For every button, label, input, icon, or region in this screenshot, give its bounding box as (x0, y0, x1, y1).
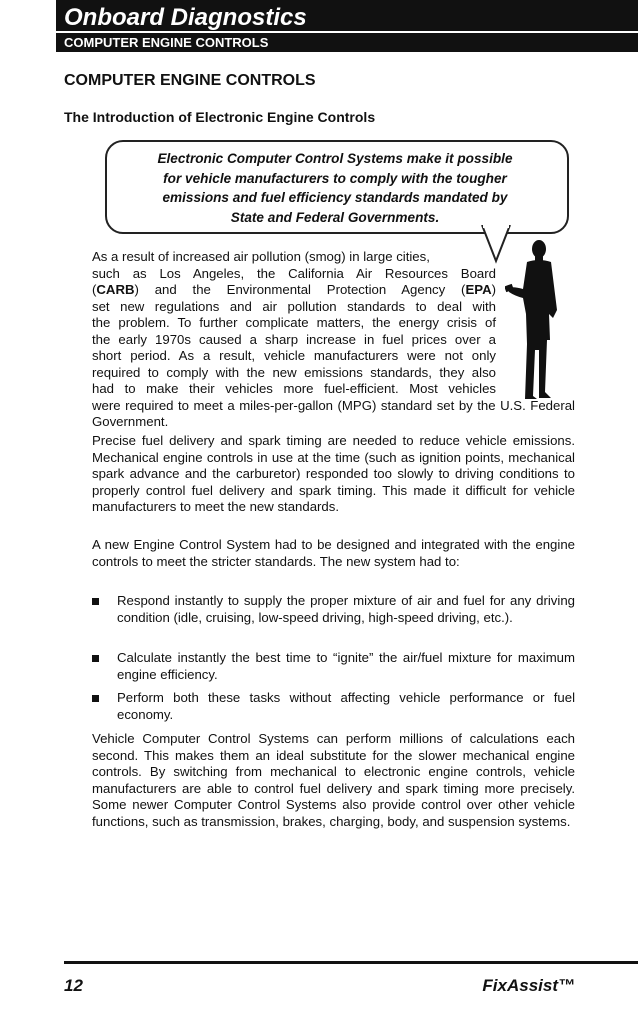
callout-text (115, 149, 555, 227)
text-line: (CARB) and the Environmental Protection Agency (EPA) (92, 282, 496, 297)
paragraph-new-system: A new Engine Control System had to be designed and integrated with the engine controls to meet the stricter standards. The new system had to: (92, 537, 575, 569)
carb-acronym: CARB (96, 282, 135, 297)
header-title: Onboard Diagnostics (64, 4, 307, 31)
text-line: the early 1970s caused a sharp increase in fuel prices over a (92, 331, 496, 347)
list-item: Perform both these tasks without affecting vehicle performance or fuel economy. (92, 690, 575, 723)
bullet-square-icon (92, 598, 99, 605)
text-line: the problem. To further complicate matters, the energy crisis of (92, 315, 496, 330)
header-subtitle: COMPUTER ENGINE CONTROLS (64, 35, 269, 50)
paragraph-intro-continued: were required to meet a miles-per-gallon (MPG) standard set by the U.S. Federal Government. (92, 397, 575, 429)
page-number: 12 (64, 976, 83, 995)
list-item: Respond instantly to supply the proper mixture of air and fuel for any driving condition (idle, cruising, low-speed driving, high-speed driving, etc.). (92, 593, 575, 626)
subsection-title: The Introduction of Electronic Engine Controls (64, 109, 376, 125)
paragraph-intro (92, 249, 575, 431)
footer-divider (64, 961, 638, 964)
callout-line: State and Federal Governments. (230, 209, 440, 225)
footer-brand: FixAssist™ (482, 976, 575, 995)
callout-line: emissions and fuel efficiency standards mandated by (162, 190, 508, 206)
text-line: such as Los Angeles, the California Air Resources Board (92, 265, 496, 281)
section-title: COMPUTER ENGINE CONTROLS (64, 72, 316, 89)
text-line: had to make their vehicles more fuel-efficient. Most vehicles (92, 381, 496, 396)
epa-acronym: EPA (465, 282, 492, 297)
bullet-square-icon (92, 695, 99, 702)
callout-line: Electronic Computer Control Systems make it possible (157, 151, 513, 166)
list-item: Calculate instantly the best time to “ignite” the air/fuel mixture for maximum engine efficiency. (92, 650, 575, 683)
paragraph-fuel-delivery: Precise fuel delivery and spark timing are needed to reduce vehicle emissions. Mechanical engine controls in use at the time (such as ignition points, mechanical spark advance and the carburetor) responded too slowly to driving conditions to properly control fuel delivery and spark timing. This made it difficult for vehicle manufacturers to meet the new standards. (92, 433, 575, 514)
text-line: short period. As a result, vehicle manufacturers were not only (92, 348, 496, 363)
callout-line: for vehicle manufacturers to comply with the tougher (163, 170, 507, 186)
header-divider (56, 31, 638, 33)
paragraph-computer-control: Vehicle Computer Control Systems can perform millions of calculations each second. This makes them an ideal substitute for the slower mechanical engine controls. By switching from mechanical to electronic engine controls, vehicle manufacturers are able to control fuel delivery and spark timing more precisely. Some newer Computer Control Systems also provide control over other vehicle functions, such as transmission, brakes, charging, body, and suspension systems. (92, 731, 575, 829)
text-line: As a result of increased air pollution (smog) in large cities, (92, 249, 430, 264)
text-line: set new regulations and air pollution standards to deal with (92, 298, 496, 314)
bullet-square-icon (92, 655, 99, 662)
text-line: required to comply with the new emissions standards, they also (92, 364, 496, 380)
